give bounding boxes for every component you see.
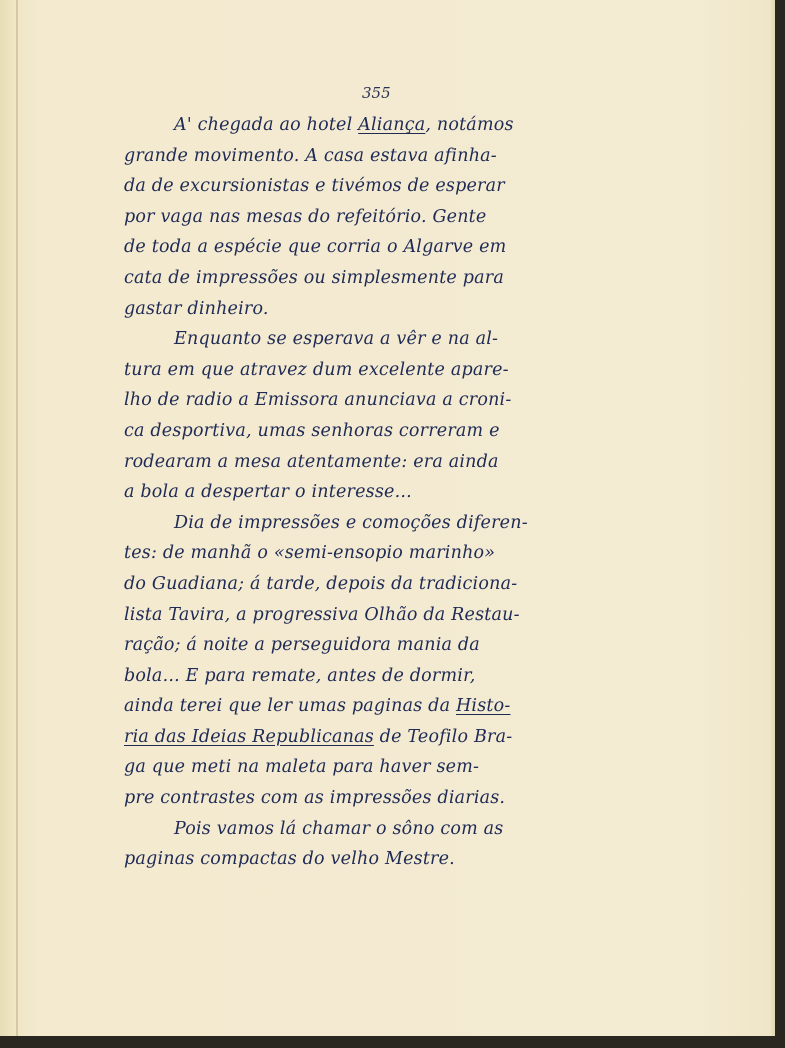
text-line (124, 477, 624, 508)
text-line (124, 844, 624, 875)
text-line (124, 630, 624, 661)
text-line (124, 538, 624, 569)
text-line (124, 263, 624, 294)
text-line (124, 691, 624, 722)
text-line (124, 355, 624, 386)
text-line (124, 416, 624, 447)
text-segment: lista Tavira, a progressiva Olhão da Restau- (124, 604, 520, 625)
text-segment: de toda a espécie que corria o Algarve em (124, 237, 507, 258)
text-segment: ga que meti na maleta para haver sem- (124, 757, 480, 778)
handwritten-text (124, 110, 624, 875)
text-segment: tes: de manhã o «semi-ensopio marinho» (124, 543, 496, 564)
text-segment: bola... E para remate, antes de dormir, (124, 665, 476, 686)
underlined-text: ria das Ideias Republicanas (124, 726, 374, 747)
text-line (124, 232, 624, 263)
text-segment: tura em que atravez dum excelente apare- (124, 359, 509, 380)
underlined-text: Histo- (455, 696, 511, 717)
page-number: 355 (362, 84, 391, 102)
text-segment: de Teofilo Bra- (373, 726, 513, 747)
text-segment: gastar dinheiro. (124, 298, 269, 319)
text-line (124, 661, 624, 692)
text-segment: , notámos (425, 115, 514, 135)
text-line (124, 752, 624, 783)
text-line (124, 508, 624, 539)
text-segment: lho de radio a Emissora anunciava a croni- (124, 390, 512, 411)
text-segment: A' chegada ao hotel (174, 115, 359, 135)
text-line (124, 722, 624, 753)
underlined-text: Aliança (358, 115, 426, 135)
text-line (124, 783, 624, 814)
text-segment: a bola a despertar o interesse... (124, 482, 412, 503)
text-segment: ainda terei que ler umas paginas da (124, 696, 456, 717)
text-segment: paginas compactas do velho Mestre. (124, 849, 455, 870)
text-segment: do Guadiana; á tarde, depois da tradiciona- (124, 573, 518, 594)
text-segment: Dia de impressões e comoções diferen- (174, 512, 528, 533)
text-segment: rodearam a mesa atentamente: era ainda (124, 451, 499, 472)
text-line (124, 600, 624, 631)
text-segment: da de excursionistas e tivémos de esperar (124, 176, 505, 197)
text-line (124, 294, 624, 325)
text-segment: ca desportiva, umas senhoras correram e (124, 420, 500, 441)
text-segment: Enquanto se esperava a vêr e na al- (174, 329, 499, 350)
text-line (124, 447, 624, 478)
text-line (124, 385, 624, 416)
text-segment: pre contrastes com as impressões diarias. (124, 788, 506, 809)
text-line (124, 814, 624, 845)
text-segment: Pois vamos lá chamar o sôno com as (174, 818, 504, 839)
text-line (124, 171, 624, 202)
text-line (124, 202, 624, 233)
text-line (124, 110, 624, 141)
text-segment: por vaga nas mesas do refeitório. Gente (124, 206, 487, 227)
text-line (124, 569, 624, 600)
text-segment: cata de impressões ou simplesmente para (124, 267, 504, 288)
text-segment: grande movimento. A casa estava afinha- (124, 145, 497, 166)
text-line (124, 141, 624, 172)
text-segment: ração; á noite a perseguidora mania da (124, 635, 480, 656)
text-line (124, 324, 624, 355)
